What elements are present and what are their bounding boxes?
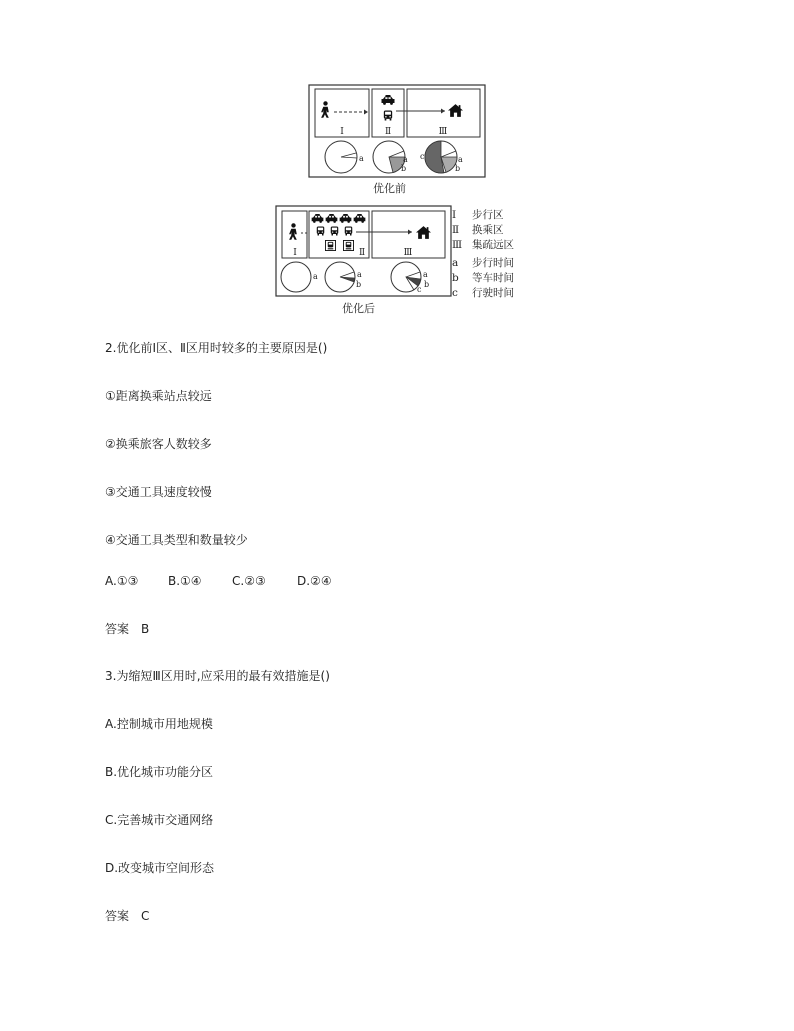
question-2-statement: ③交通工具速度较慢 [105,485,212,499]
zone-label-1: Ⅰ [340,127,344,137]
legend-item: a 步行时间 [452,256,514,269]
question-2-option-c: C.②③ [232,574,266,588]
diagram-svg [0,0,794,330]
legend-item: b 等车时间 [452,271,514,284]
question-2-answer: 答案 B [105,622,150,636]
transfer-diagram [0,0,794,330]
legend-item: c 行驶时间 [452,287,514,300]
figure-legend [452,208,514,301]
before-caption: 优化前 [373,182,406,195]
question-2-stem: 2.优化前Ⅰ区、Ⅱ区用时较多的主要原因是() [105,341,328,355]
question-2-option-d: D.②④ [297,574,332,588]
question-2-statement: ④交通工具类型和数量较少 [105,533,248,547]
question-2-statement: ②换乘旅客人数较多 [105,437,212,451]
legend-item: Ⅲ 集疏远区 [452,239,514,252]
svg-text:b: b [455,164,461,173]
after-caption: 优化后 [342,302,375,315]
question-3-answer: 答案 C [105,909,150,923]
svg-text:a: a [357,270,362,279]
svg-text:b: b [356,280,362,289]
zone-label-2: Ⅱ [384,127,392,137]
question-3-option-b: B.优化城市功能分区 [105,765,214,779]
svg-text:a: a [313,272,318,281]
before-diagram [309,85,485,177]
legend-item: Ⅰ 步行区 [452,209,504,221]
after-diagram [276,206,451,296]
train-icon [325,240,335,250]
svg-text:a: a [458,155,463,164]
zone-label-1: Ⅰ [293,248,297,258]
question-2-statement: ①距离换乘站点较远 [105,389,212,403]
question-3-stem: 3.为缩短Ⅲ区用时,应采用的最有效措施是() [105,669,330,683]
svg-text:a: a [423,270,428,279]
question-2-option-b: B.①④ [168,574,202,588]
svg-text:a: a [403,155,408,164]
zone-label-3: Ⅲ [438,127,448,137]
question-3-option-d: D.改变城市空间形态 [105,861,215,875]
train-icon [343,240,353,250]
question-3-option-c: C.完善城市交通网络 [105,813,214,827]
question-2-option-a: A.①③ [105,574,139,588]
svg-text:a: a [359,154,364,163]
zone-label-2: Ⅱ [358,248,366,258]
zone-label-3: Ⅲ [403,248,413,258]
question-3-option-a: A.控制城市用地规模 [105,717,213,731]
svg-text:c: c [420,152,425,161]
svg-text:b: b [401,164,407,173]
svg-text:c: c [417,285,422,294]
svg-text:b: b [424,280,430,289]
legend-item: Ⅱ 换乘区 [452,224,504,237]
